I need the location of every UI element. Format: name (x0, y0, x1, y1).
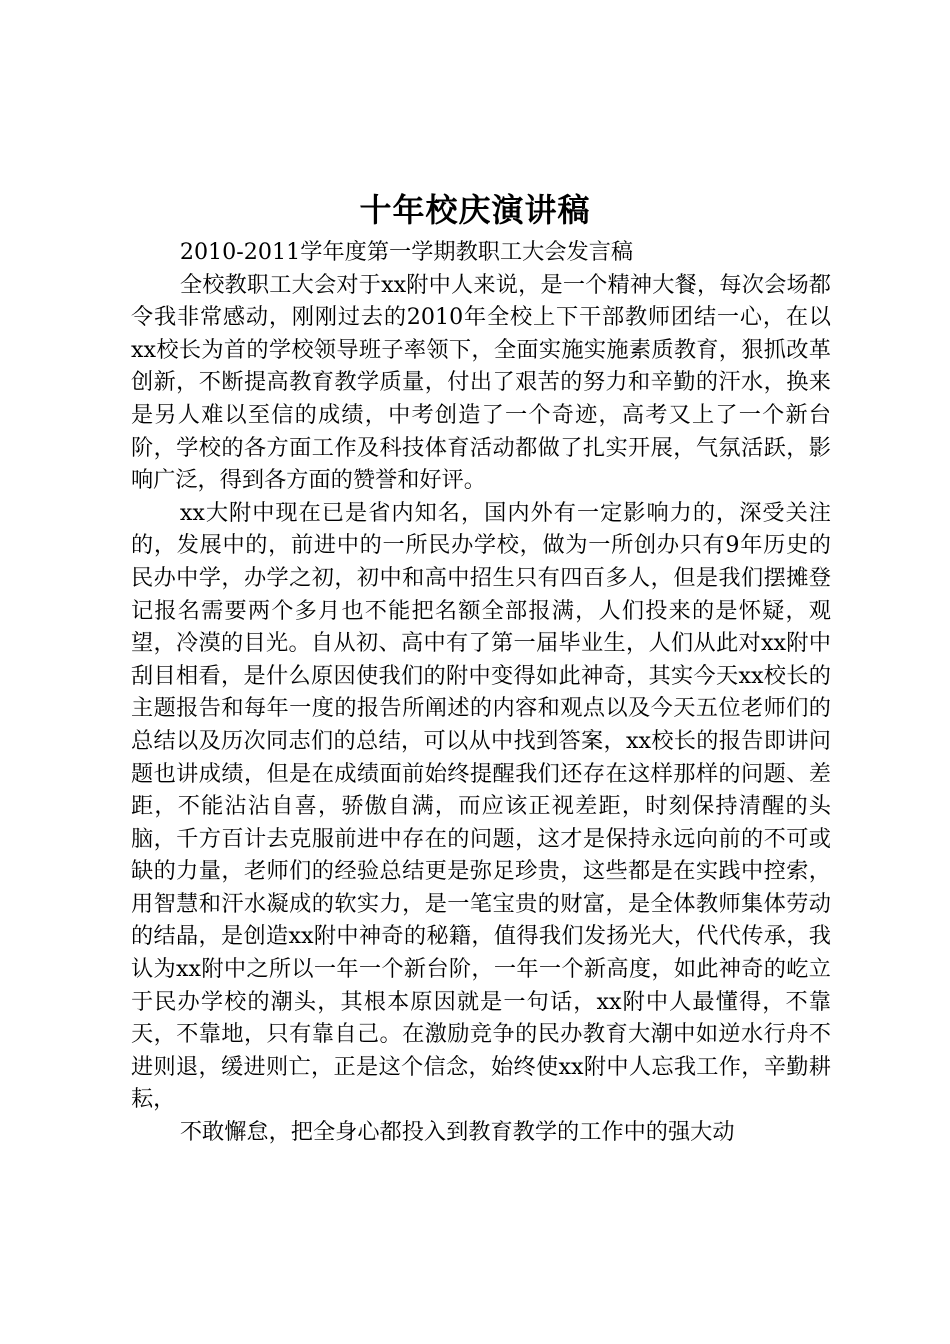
document-title: 十年校庆演讲稿 (359, 191, 591, 229)
paragraph: 不敢懈怠，把全身心都投入到教育教学的工作中的强大动 (179, 1119, 735, 1146)
paragraph: xx大附中现在已是省内知名，国内外有一定影响力的，深受关注的，发展中的，前进中的一所民办学校，做为一所创办只有9年历史的民办中学，办学之初，初中和高中招生只有四百多人，但是我们摆摊登记报名需要两个多月也不能把名额全部报满，人们投来的是怀疑，观望，冷漠的目光。自从初、高中有了第一届毕业生，人们从此对xx附中刮目相看，是什么原因使我们的附中变得如此神奇，其实今天xx校长的主题报告和每年一度的报告所阐述的内容和观点以及今天五位老师们的总结以及历次同志们的总结，可以从中找到答案，xx校长的报告即讲问题也讲成绩，但是在成绩面前始终提醒我们还存在这样那样的问题、差距，不能沾沾自喜，骄傲自满，而应该正视差距，时刻保持清醒的头脑，千方百计去克服前进中存在的问题，这才是保持永远向前的不可或缺的力量，老师们的经验总结更是弥足珍贵，这些都是在实践中控索，用智慧和汗水凝成的软实力，是一笔宝贵的财富，是全体教师集体劳动的结晶，是创造xx附中神奇的秘籍，值得我们发扬光大，代代传承，我认为xx附中之所以一年一个新台阶，一年一个新高度，如此神奇的屹立于民办学校的潮头，其根本原因就是一句话，xx附中人最懂得，不靠天，不靠地，只有靠自己。在激励竞争的民办教育大潮中如逆水行舟不进则退，缓进则亡，正是这个信念，始终使xx附中人忘我工作，辛勤耕耘， (131, 499, 831, 1113)
paragraph: 全校教职工大会对于xx附中人来说，是一个精神大餐，每次会场都令我非常感动，刚刚过去的2010年全校上下干部教师团结一心，在以xx校长为首的学校领导班子率领下，全面实施实施素质教育，狠抓改革创新，不断提高教育教学质量，付出了艰苦的努力和辛勤的汗水，换来是另人难以至信的成绩，中考创造了一个奇迹，高考又上了一个新台阶，学校的各方面工作及科技体育活动都做了扎实开展，气氛活跃，影响广泛，得到各方面的赞誉和好评。 (131, 271, 831, 494)
document-body (131, 236, 831, 1149)
document-subtitle: 2010-2011学年度第一学期教职工大会发言稿 (179, 239, 634, 265)
